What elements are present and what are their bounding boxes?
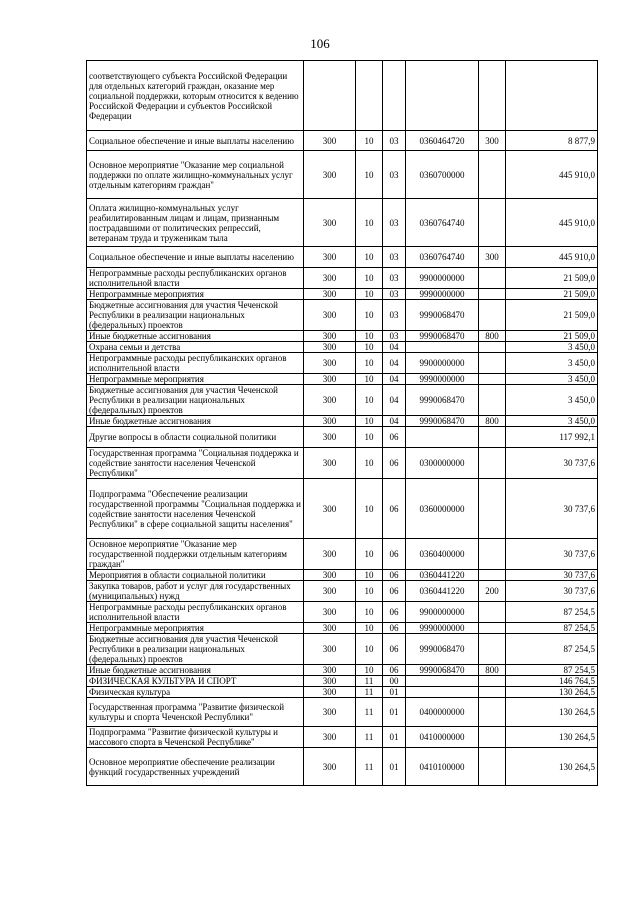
row-name: Государственная программа "Развитие физической культуры и спорта Чеченской Республики"	[87, 698, 304, 727]
row-expense-type	[479, 570, 506, 581]
row-expense-type: 800	[479, 331, 506, 342]
table-row	[87, 300, 598, 331]
row-expense-type	[479, 289, 506, 300]
row-subsection-code: 03	[383, 199, 406, 247]
row-section-code: 10	[356, 289, 383, 300]
row-sum: 30 737,6	[506, 448, 598, 479]
row-section-code: 10	[356, 581, 383, 602]
table-row	[87, 479, 598, 539]
row-section-code: 11	[356, 676, 383, 687]
row-section-code: 10	[356, 199, 383, 247]
row-ministry-code: 300	[304, 602, 356, 623]
row-expense-type	[479, 268, 506, 289]
row-expense-type: 800	[479, 665, 506, 676]
row-ministry-code: 300	[304, 385, 356, 416]
row-name: Непрограммные расходы республиканских органов исполнительной власти	[87, 602, 304, 623]
row-ministry-code: 300	[304, 676, 356, 687]
row-ministry-code: 300	[304, 300, 356, 331]
row-expense-type	[479, 602, 506, 623]
row-target-code: 9900000000	[406, 268, 479, 289]
row-subsection-code: 00	[383, 676, 406, 687]
row-expense-type	[479, 687, 506, 698]
table-row	[87, 61, 598, 131]
row-subsection-code: 01	[383, 687, 406, 698]
row-ministry-code: 300	[304, 199, 356, 247]
row-sum: 87 254,5	[506, 602, 598, 623]
row-expense-type	[479, 374, 506, 385]
row-target-code: 9990000000	[406, 289, 479, 300]
row-subsection-code: 04	[383, 353, 406, 374]
table-row	[87, 331, 598, 342]
row-name: соответствующего субъекта Российской Федерации для отдельных категорий граждан, оказание мер социальной поддержки, которым относится к ведению Российской Федерации и субъектов Российской Федерации	[87, 61, 304, 131]
table-row	[87, 247, 598, 268]
row-section-code: 10	[356, 385, 383, 416]
row-ministry-code: 300	[304, 289, 356, 300]
table-row	[87, 748, 598, 786]
row-ministry-code	[304, 61, 356, 131]
row-name: Непрограммные расходы республиканских органов исполнительной власти	[87, 268, 304, 289]
row-subsection-code: 06	[383, 539, 406, 570]
row-sum: 3 450,0	[506, 353, 598, 374]
table-row	[87, 687, 598, 698]
row-section-code: 10	[356, 374, 383, 385]
row-section-code: 10	[356, 570, 383, 581]
row-subsection-code: 04	[383, 416, 406, 427]
row-ministry-code: 300	[304, 427, 356, 448]
row-target-code: 0360700000	[406, 151, 479, 199]
row-target-code: 0360441220	[406, 570, 479, 581]
row-sum	[506, 61, 598, 131]
row-section-code: 10	[356, 268, 383, 289]
row-subsection-code: 03	[383, 268, 406, 289]
row-target-code	[406, 342, 479, 353]
row-name: Основное мероприятие обеспечение реализации функций государственных учреждений	[87, 748, 304, 786]
budget-table	[86, 60, 598, 786]
row-subsection-code: 06	[383, 581, 406, 602]
row-ministry-code: 300	[304, 687, 356, 698]
row-expense-type: 800	[479, 416, 506, 427]
row-subsection-code: 06	[383, 634, 406, 665]
row-ministry-code: 300	[304, 570, 356, 581]
row-subsection-code: 01	[383, 698, 406, 727]
table-row	[87, 448, 598, 479]
row-expense-type	[479, 300, 506, 331]
row-name: Государственная программа "Социальная поддержка и содействие занятости населения Чеченской Республики"	[87, 448, 304, 479]
row-name: Непрограммные мероприятия	[87, 289, 304, 300]
row-sum: 130 264,5	[506, 698, 598, 727]
row-section-code: 10	[356, 342, 383, 353]
row-sum: 445 910,0	[506, 247, 598, 268]
row-subsection-code: 03	[383, 151, 406, 199]
row-target-code: 9990000000	[406, 623, 479, 634]
row-expense-type	[479, 385, 506, 416]
row-sum: 87 254,5	[506, 634, 598, 665]
row-sum: 3 450,0	[506, 416, 598, 427]
row-sum: 87 254,5	[506, 623, 598, 634]
row-name: Непрограммные расходы республиканских органов исполнительной власти	[87, 353, 304, 374]
row-expense-type	[479, 448, 506, 479]
row-expense-type	[479, 748, 506, 786]
row-subsection-code: 06	[383, 602, 406, 623]
row-section-code: 10	[356, 634, 383, 665]
row-sum: 21 509,0	[506, 300, 598, 331]
page-number: 106	[310, 36, 330, 51]
row-subsection-code: 06	[383, 665, 406, 676]
row-expense-type	[479, 698, 506, 727]
row-subsection-code: 03	[383, 331, 406, 342]
row-target-code: 0400000000	[406, 698, 479, 727]
row-sum: 3 450,0	[506, 342, 598, 353]
row-target-code: 9990068470	[406, 665, 479, 676]
table-row	[87, 151, 598, 199]
row-ministry-code: 300	[304, 581, 356, 602]
row-name: Бюджетные ассигнования для участия Чеченской Республики в реализации национальных (федеральных) проектов	[87, 634, 304, 665]
row-expense-type	[479, 353, 506, 374]
row-target-code: 0360464720	[406, 131, 479, 151]
row-expense-type	[479, 676, 506, 687]
row-section-code: 10	[356, 247, 383, 268]
row-section-code: 10	[356, 602, 383, 623]
row-expense-type	[479, 427, 506, 448]
row-name: Охрана семьи и детства	[87, 342, 304, 353]
row-target-code: 0300000000	[406, 448, 479, 479]
row-expense-type	[479, 151, 506, 199]
row-subsection-code: 04	[383, 342, 406, 353]
row-ministry-code: 300	[304, 623, 356, 634]
row-subsection-code: 03	[383, 289, 406, 300]
row-target-code: 9990068470	[406, 300, 479, 331]
row-section-code: 10	[356, 665, 383, 676]
row-section-code: 10	[356, 479, 383, 539]
row-name: Основное мероприятие "Оказание мер государственной поддержки отдельным категориям граждан"	[87, 539, 304, 570]
row-ministry-code: 300	[304, 331, 356, 342]
row-target-code: 0410100000	[406, 748, 479, 786]
row-sum: 21 509,0	[506, 331, 598, 342]
row-ministry-code: 300	[304, 448, 356, 479]
row-sum: 3 450,0	[506, 374, 598, 385]
row-ministry-code: 300	[304, 131, 356, 151]
row-section-code: 11	[356, 698, 383, 727]
row-sum: 87 254,5	[506, 665, 598, 676]
row-name: Физическая культура	[87, 687, 304, 698]
table-row	[87, 665, 598, 676]
row-target-code	[406, 676, 479, 687]
row-target-code: 9990068470	[406, 634, 479, 665]
row-target-code: 9900000000	[406, 602, 479, 623]
row-sum: 130 264,5	[506, 748, 598, 786]
row-target-code: 9990068470	[406, 416, 479, 427]
row-sum: 21 509,0	[506, 289, 598, 300]
table-row	[87, 602, 598, 623]
table-row	[87, 199, 598, 247]
row-expense-type: 200	[479, 581, 506, 602]
row-subsection-code: 06	[383, 623, 406, 634]
row-section-code: 11	[356, 687, 383, 698]
row-section-code: 11	[356, 727, 383, 748]
row-name: Другие вопросы в области социальной политики	[87, 427, 304, 448]
row-subsection-code: 06	[383, 448, 406, 479]
row-sum: 30 737,6	[506, 479, 598, 539]
row-subsection-code: 03	[383, 300, 406, 331]
table-row	[87, 353, 598, 374]
row-sum: 8 877,9	[506, 131, 598, 151]
table-row	[87, 131, 598, 151]
row-expense-type	[479, 199, 506, 247]
row-expense-type: 300	[479, 131, 506, 151]
row-target-code: 0360000000	[406, 479, 479, 539]
table-row	[87, 416, 598, 427]
row-name: Бюджетные ассигнования для участия Чеченской Республики в реализации национальных (федеральных) проектов	[87, 385, 304, 416]
row-expense-type	[479, 539, 506, 570]
row-target-code: 9990000000	[406, 374, 479, 385]
row-ministry-code: 300	[304, 665, 356, 676]
row-target-code: 0360764740	[406, 247, 479, 268]
row-section-code: 10	[356, 131, 383, 151]
row-ministry-code: 300	[304, 748, 356, 786]
row-ministry-code: 300	[304, 151, 356, 199]
table-row	[87, 342, 598, 353]
row-section-code: 10	[356, 427, 383, 448]
row-name: Иные бюджетные ассигнования	[87, 331, 304, 342]
row-section-code: 11	[356, 748, 383, 786]
row-target-code	[406, 61, 479, 131]
row-name: Основное мероприятие "Оказание мер социальной поддержки по оплате жилищно-коммунальных услуг отдельным категориям граждан"	[87, 151, 304, 199]
row-expense-type	[479, 479, 506, 539]
row-name: Закупка товаров, работ и услуг для государственных (муниципальных) нужд	[87, 581, 304, 602]
row-section-code	[356, 61, 383, 131]
row-section-code: 10	[356, 623, 383, 634]
table-row	[87, 698, 598, 727]
row-subsection-code: 01	[383, 727, 406, 748]
row-name: Непрограммные мероприятия	[87, 374, 304, 385]
row-target-code: 0360400000	[406, 539, 479, 570]
table-row	[87, 268, 598, 289]
row-ministry-code: 300	[304, 247, 356, 268]
row-sum: 30 737,6	[506, 539, 598, 570]
row-section-code: 10	[356, 539, 383, 570]
row-ministry-code: 300	[304, 479, 356, 539]
table-row	[87, 427, 598, 448]
row-name: Иные бюджетные ассигнования	[87, 416, 304, 427]
row-name: Подпрограмма "Развитие физической культуры и массового спорта в Чеченской Республике"	[87, 727, 304, 748]
row-target-code: 9900000000	[406, 353, 479, 374]
row-expense-type	[479, 623, 506, 634]
row-expense-type	[479, 61, 506, 131]
table-row	[87, 676, 598, 687]
table-row	[87, 634, 598, 665]
row-ministry-code: 300	[304, 268, 356, 289]
row-name: Подпрограмма "Обеспечение реализации государственной программы "Социальная поддержка и содействие занятости населения Чеченской Республики" в сфере социальной защиты населения"	[87, 479, 304, 539]
row-name: Мероприятия в области социальной политики	[87, 570, 304, 581]
row-name: Непрограммные мероприятия	[87, 623, 304, 634]
row-sum: 21 509,0	[506, 268, 598, 289]
row-ministry-code: 300	[304, 539, 356, 570]
row-subsection-code: 03	[383, 247, 406, 268]
row-ministry-code: 300	[304, 353, 356, 374]
row-sum: 117 992,1	[506, 427, 598, 448]
row-ministry-code: 300	[304, 342, 356, 353]
row-expense-type	[479, 342, 506, 353]
row-name: Бюджетные ассигнования для участия Чеченской Республики в реализации национальных (федеральных) проектов	[87, 300, 304, 331]
row-section-code: 10	[356, 353, 383, 374]
row-ministry-code: 300	[304, 727, 356, 748]
row-section-code: 10	[356, 448, 383, 479]
row-subsection-code: 06	[383, 570, 406, 581]
row-sum: 130 264,5	[506, 687, 598, 698]
row-section-code: 10	[356, 331, 383, 342]
row-subsection-code: 06	[383, 427, 406, 448]
row-target-code: 0410000000	[406, 727, 479, 748]
row-ministry-code: 300	[304, 698, 356, 727]
row-target-code: 9990068470	[406, 385, 479, 416]
table-row	[87, 374, 598, 385]
row-name: ФИЗИЧЕСКАЯ КУЛЬТУРА И СПОРТ	[87, 676, 304, 687]
row-section-code: 10	[356, 151, 383, 199]
row-subsection-code	[383, 61, 406, 131]
row-subsection-code: 01	[383, 748, 406, 786]
row-ministry-code: 300	[304, 416, 356, 427]
table-row	[87, 581, 598, 602]
table-body	[87, 61, 598, 786]
row-sum: 445 910,0	[506, 151, 598, 199]
table-row	[87, 385, 598, 416]
row-sum: 445 910,0	[506, 199, 598, 247]
row-subsection-code: 03	[383, 131, 406, 151]
row-ministry-code: 300	[304, 634, 356, 665]
row-sum: 30 737,6	[506, 570, 598, 581]
row-sum: 146 764,5	[506, 676, 598, 687]
row-target-code: 9990068470	[406, 331, 479, 342]
table-row	[87, 570, 598, 581]
row-name: Иные бюджетные ассигнования	[87, 665, 304, 676]
row-expense-type	[479, 727, 506, 748]
row-sum: 3 450,0	[506, 385, 598, 416]
table-row	[87, 623, 598, 634]
table-row	[87, 539, 598, 570]
table-row	[87, 289, 598, 300]
row-name: Социальное обеспечение и иные выплаты населению	[87, 247, 304, 268]
row-section-code: 10	[356, 416, 383, 427]
row-expense-type	[479, 634, 506, 665]
row-target-code	[406, 427, 479, 448]
row-name: Социальное обеспечение и иные выплаты населению	[87, 131, 304, 151]
row-target-code	[406, 687, 479, 698]
row-section-code: 10	[356, 300, 383, 331]
row-name: Оплата жилищно-коммунальных услуг реабилитированным лицам и лицам, признанным пострадавшими от политических репрессий, ветеранам труда и труженикам тыла	[87, 199, 304, 247]
row-subsection-code: 04	[383, 385, 406, 416]
row-expense-type: 300	[479, 247, 506, 268]
row-subsection-code: 06	[383, 479, 406, 539]
table-row	[87, 727, 598, 748]
row-target-code: 0360764740	[406, 199, 479, 247]
row-sum: 30 737,6	[506, 581, 598, 602]
row-target-code: 0360441220	[406, 581, 479, 602]
row-subsection-code: 04	[383, 374, 406, 385]
row-ministry-code: 300	[304, 374, 356, 385]
row-sum: 130 264,5	[506, 727, 598, 748]
